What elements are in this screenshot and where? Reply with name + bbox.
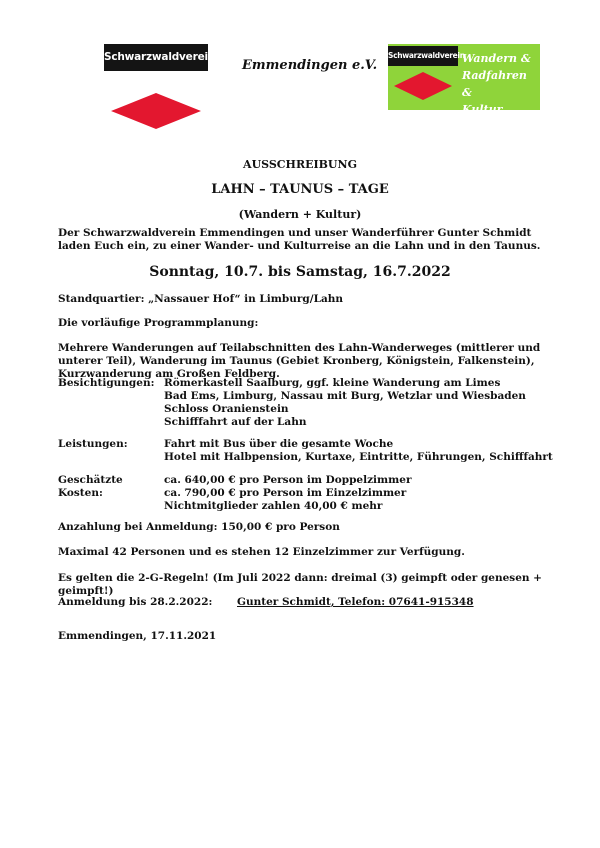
wandern-radfahren-kultur-logo [388, 44, 540, 116]
list-item: Bad Ems, Limburg, Nassau mit Burg, Wetzlar und Wiesbaden [164, 390, 526, 402]
document-title: LAHN – TAUNUS – TAGE [211, 182, 389, 197]
logo-left-wordmark: Schwarzwaldverein [104, 44, 208, 71]
logo-right-wordmark: Schwarzwaldverein [388, 46, 458, 66]
red-diamond-icon [111, 93, 201, 129]
list-item: Schifffahrt auf der Lahn [164, 416, 307, 428]
sightseeing-list [164, 377, 564, 429]
list-item: Römerkastell Saalburg, ggf. kleine Wanderung am Limes [164, 377, 501, 389]
registration-contact: Gunter Schmidt, Telefon: 07641-915348 [237, 596, 474, 608]
logo-slogan-line: Kultur [462, 103, 503, 116]
program-heading: Die vorläufige Programmplanung: [58, 317, 259, 329]
organization-name: Emmendingen e.V. [242, 58, 378, 73]
logo-right-slogan [462, 50, 540, 118]
red-diamond-icon [394, 72, 452, 100]
list-item: ca. 640,00 € pro Person im Doppelzimmer [164, 474, 412, 486]
deposit-line: Anzahlung bei Anmeldung: 150,00 € pro Person [58, 521, 340, 533]
covid-rules-line: Es gelten die 2-G-Regeln! (Im Juli 2022 dann: dreimal (3) geimpft oder genesen + geimpft!) [58, 572, 542, 597]
sightseeing-label: Besichtigungen: [58, 377, 155, 389]
logo-slogan-line: Radfahren & [462, 69, 527, 99]
document-subtitle: (Wandern + Kultur) [238, 208, 362, 221]
place-and-date: Emmendingen, 17.11.2021 [58, 630, 217, 642]
logo-slogan-line: Wandern & [462, 52, 531, 65]
hikes-paragraph: Mehrere Wanderungen auf Teilabschnitten des Lahn-Wanderweges (mittlerer und unterer Teil), Wanderung im Taunus (Gebiet Kronberg, Königstein, Falkenstein), Kurzwanderung am Großen Feldberg. [58, 342, 541, 380]
services-label: Leistungen: [58, 438, 128, 450]
accommodation-line: Standquartier: „Nassauer Hof“ in Limburg/Lahn [58, 293, 344, 305]
capacity-line: Maximal 42 Personen und es stehen 12 Einzelzimmer zur Verfügung. [58, 546, 465, 558]
intro-paragraph: Der Schwarzwaldverein Emmendingen und unser Wanderführer Gunter Schmidt laden Euch ein, zu einer Wander- und Kulturreise an die Lahn und in den Taunus. [58, 227, 541, 252]
services-list [164, 438, 564, 464]
list-item: ca. 790,00 € pro Person im Einzelzimmer [164, 487, 407, 499]
list-item: Nichtmitglieder zahlen 40,00 € mehr [164, 500, 383, 512]
costs-list [164, 474, 564, 513]
registration-deadline: Anmeldung bis 28.2.2022: [58, 596, 213, 608]
list-item: Hotel mit Halbpension, Kurtaxe, Eintritte, Führungen, Schifffahrt [164, 451, 553, 463]
trip-dates: Sonntag, 10.7. bis Samstag, 16.7.2022 [149, 264, 451, 280]
document-kicker: AUSSCHREIBUNG [243, 158, 357, 171]
list-item: Fahrt mit Bus über die gesamte Woche [164, 438, 394, 450]
costs-label: Geschätzte Kosten: [58, 474, 123, 499]
schwarzwaldverein-logo-left [104, 44, 216, 129]
list-item: Schloss Oranienstein [164, 403, 289, 415]
